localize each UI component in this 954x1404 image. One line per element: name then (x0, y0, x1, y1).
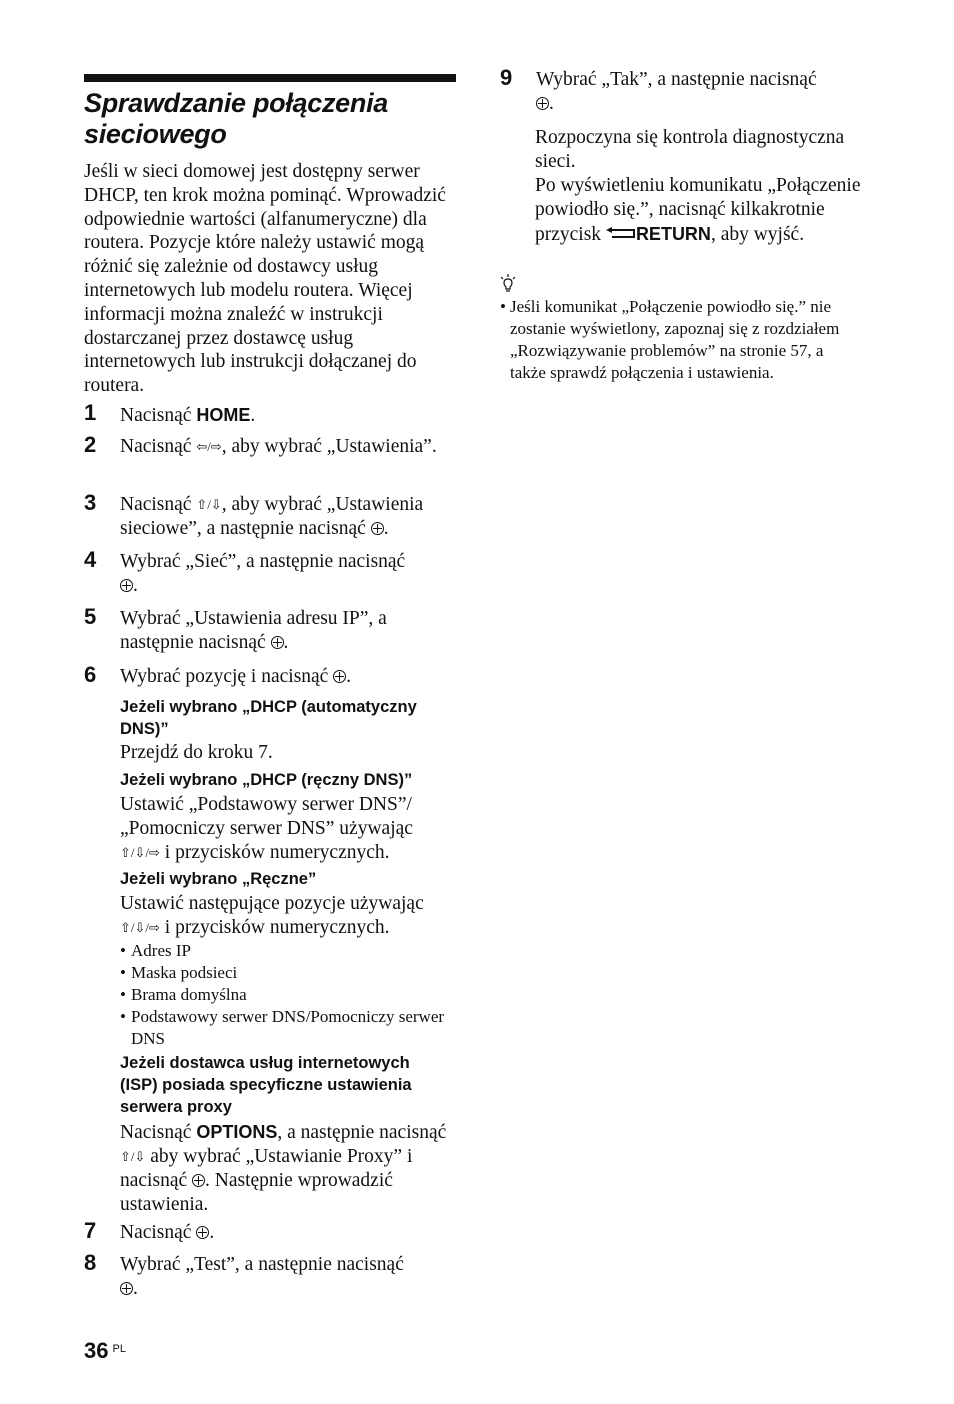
return-icon (606, 227, 636, 241)
enter-icon (196, 1226, 209, 1239)
step-9-detail: Rozpoczyna się kontrola diagnostyczna sieci. Po wyświetleniu komunikatu „Połączenie powiodło się.”, nacisnąć kilkakrotnie przycisk RETURN, aby wyjść. (535, 127, 861, 245)
dhcp-auto-heading: Jeżeli wybrano „DHCP (automatyczny DNS)” (120, 698, 417, 738)
manual-text: Ustawić następujące pozycje używając ⇧/⇩/⇨ i przycisków numerycznych. (120, 893, 424, 938)
enter-icon (271, 636, 284, 649)
dhcp-manual-text: Ustawić „Podstawowy serwer DNS”/ „Pomocniczy serwer DNS” używając ⇧/⇩/⇨ i przycisków numerycznych. (120, 794, 413, 863)
section-title: Sprawdzanie połączenia sieciowego (84, 88, 388, 149)
up-down-arrows-icon: ⇧/⇩ (120, 1149, 146, 1164)
lightbulb-icon (500, 274, 516, 294)
navigation-arrows-icon: ⇧/⇩/⇨ (120, 845, 160, 860)
enter-icon (120, 579, 133, 592)
proxy-heading: Jeżeli dostawca usług internetowych (ISP) posiada specyficzne ustawienia serwera proxy (120, 1054, 412, 1116)
dhcp-manual-heading: Jeżeli wybrano „DHCP (ręczny DNS)” (120, 771, 413, 789)
page-number: 36 $^{PL}$ (84, 1338, 126, 1363)
enter-icon (192, 1174, 205, 1187)
dhcp-auto-text: Przejdź do kroku 7. (120, 742, 273, 763)
up-down-arrows-icon: ⇧/⇩ (196, 497, 222, 512)
enter-icon (536, 97, 549, 110)
return-button-label: RETURN (635, 224, 711, 244)
intro-paragraph: Jeśli w sieci domowej jest dostępny serwer DHCP, ten krok można pominąć. Wprowadzić odpowiednie wartości (alfanumeryczne) dla routera. Pozycje które należy ustawić mogą różnić się zależnie od dostawcy usług internetowych lub modelu routera. Więcej informacji można znaleźć w instrukcji dostarczanej przez dostawcę usług internetowych lub instrukcji dołączanej do routera. (84, 161, 446, 397)
enter-icon (333, 670, 346, 683)
navigation-arrows-icon: ⇧/⇩/⇨ (120, 920, 160, 935)
manual-heading: Jeżeli wybrano „Ręczne” (120, 870, 317, 888)
options-button-label: OPTIONS (196, 1122, 278, 1142)
section-rule (84, 74, 456, 82)
home-button-label: HOME (196, 405, 251, 425)
left-right-arrows-icon: ⇦/⇨ (196, 439, 222, 454)
enter-icon (371, 522, 384, 535)
enter-icon (120, 1282, 133, 1295)
proxy-text: Nacisnąć OPTIONS, a następnie nacisnąć ⇧/⇩ aby wybrać „Ustawianie Proxy” i nacisnąć . Następnie wprowadzić ustawienia. (120, 1122, 447, 1215)
